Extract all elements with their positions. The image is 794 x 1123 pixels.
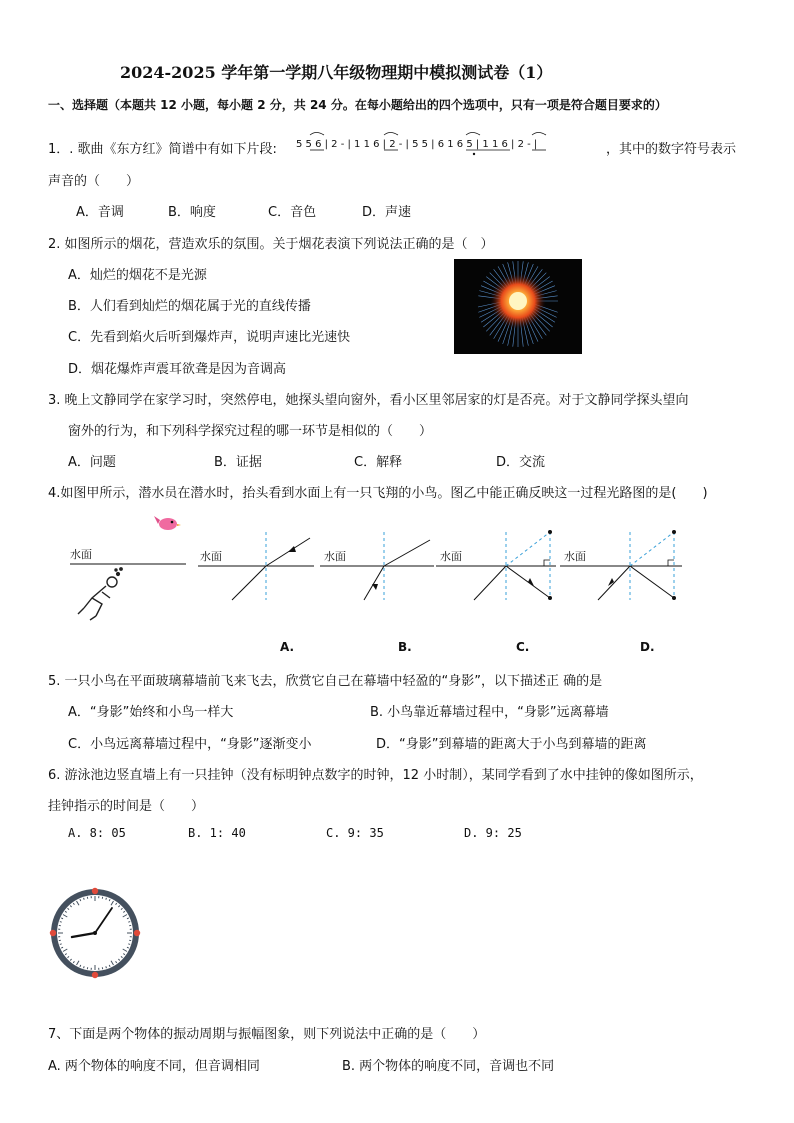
bird-icon: [154, 516, 181, 530]
q3-option-d[interactable]: D．交流: [496, 455, 546, 470]
diagram-c: [436, 530, 556, 600]
figure-yi: [194, 528, 686, 608]
figure-jia: [66, 514, 190, 624]
question-7-stem: 7、下面是两个物体的振动周期与振幅图象，则下列说法中正确的是（ ）: [48, 1027, 486, 1042]
svg-text:水面: 水面: [440, 550, 462, 563]
q2-option-b[interactable]: B．人们看到灿烂的烟花属于光的直线传播: [68, 299, 311, 314]
svg-text:水面: 水面: [564, 550, 586, 563]
q6-option-a[interactable]: A. 8: 05: [68, 826, 126, 840]
q6-option-d[interactable]: D. 9: 25: [464, 826, 522, 840]
q5-option-c[interactable]: C．小鸟远离幕墙过程中，“身影”逐渐变小: [68, 737, 312, 752]
q1-option-d[interactable]: D．声速: [362, 205, 412, 220]
q2-option-d[interactable]: D．烟花爆炸声震耳欲聋是因为音调高: [68, 362, 287, 377]
diagram-a: [198, 532, 314, 600]
question-3-line2: 窗外的行为，和下列科学探究过程的哪一环节是相似的（ ）: [68, 424, 433, 439]
q7-option-a[interactable]: A. 两个物体的响度不同，但音调相同: [48, 1059, 260, 1074]
q3-option-b[interactable]: B．证据: [214, 455, 262, 470]
diagram-b: [320, 532, 434, 600]
clock-icon: [48, 886, 142, 980]
water-label-jia: 水面: [70, 548, 92, 561]
question-2-stem: 2. 如图所示的烟花，营造欢乐的氛围。关于烟花表演下列说法正确的是（ ）: [48, 237, 494, 252]
q4-label-b[interactable]: B.: [398, 640, 412, 654]
svg-text:水面: 水面: [324, 550, 346, 563]
q1-option-c[interactable]: C．音色: [268, 205, 317, 220]
q5-option-a[interactable]: A．“身影”始终和小鸟一样大: [68, 705, 234, 720]
section-heading: 一、选择题（本题共 12 小题，每小题 2 分，共 24 分。在每小题给出的四个选项中，只有一项是符合题目要求的）: [48, 98, 667, 112]
q6-option-c[interactable]: C. 9: 35: [326, 826, 384, 840]
music-notation: [296, 130, 606, 160]
q5-option-b[interactable]: B. 小鸟靠近幕墙过程中，“身影”远离幕墙: [370, 705, 609, 720]
diagram-d: [560, 530, 682, 600]
question-1-suffix: ，其中的数字符号表示: [606, 142, 737, 157]
question-1-prefix: 1．. 歌曲《东方红》简谱中有如下片段:: [48, 142, 277, 157]
question-1-line2: 声音的（ ）: [48, 174, 140, 189]
diver-icon: [78, 568, 122, 620]
svg-text:水面: 水面: [200, 550, 222, 563]
q2-option-c[interactable]: C．先看到焰火后听到爆炸声，说明声速比光速快: [68, 330, 351, 345]
page-title: 2024-2025 学年第一学期八年级物理期中模拟测试卷（1）: [120, 63, 553, 82]
music-notation-text: 5 5 6 | 2 - | 1 1 6 | 2 - | 5 5 | 6 1 6 5 | 1 1 6 | 2 - |: [296, 139, 538, 150]
music-notation-svg: [296, 130, 606, 156]
question-6-line1: 6. 游泳池边竖直墙上有一只挂钟（没有标明钟点数字的时钟，12 小时制），某同学看到了水中挂钟的像如图所示，: [48, 768, 703, 783]
question-5-stem: 5. 一只小鸟在平面玻璃幕墙前飞来飞去，欣赏它自己在幕墙中轻盈的“身影”，以下描述正 确的是: [48, 674, 603, 689]
q7-option-b[interactable]: B. 两个物体的响度不同，音调也不同: [342, 1059, 555, 1074]
q4-label-d[interactable]: D.: [640, 640, 655, 654]
q4-label-c[interactable]: C.: [516, 640, 530, 654]
q6-option-b[interactable]: B. 1: 40: [188, 826, 246, 840]
q5-option-d[interactable]: D．“身影”到幕墙的距离大于小鸟到幕墙的距离: [376, 737, 647, 752]
q3-option-c[interactable]: C．解释: [354, 455, 403, 470]
q1-option-a[interactable]: A．音调: [76, 205, 124, 220]
q1-option-b[interactable]: B．响度: [168, 205, 216, 220]
fireworks-image: [454, 259, 582, 354]
q4-label-a[interactable]: A.: [280, 640, 295, 654]
question-3-line1: 3. 晚上文静同学在家学习时，突然停电，她探头望向窗外，看小区里邻居家的灯是否亮。对于文静同学探头望向: [48, 393, 689, 408]
question-6-line2: 挂钟指示的时间是（ ）: [48, 799, 205, 814]
q3-option-a[interactable]: A．问题: [68, 455, 116, 470]
question-4-stem: 4.如图甲所示，潜水员在潜水时，抬头看到水面上有一只飞翔的小鸟。图乙中能正确反映这一过程光路图的是( ): [48, 486, 708, 501]
q2-option-a[interactable]: A．灿烂的烟花不是光源: [68, 268, 207, 283]
